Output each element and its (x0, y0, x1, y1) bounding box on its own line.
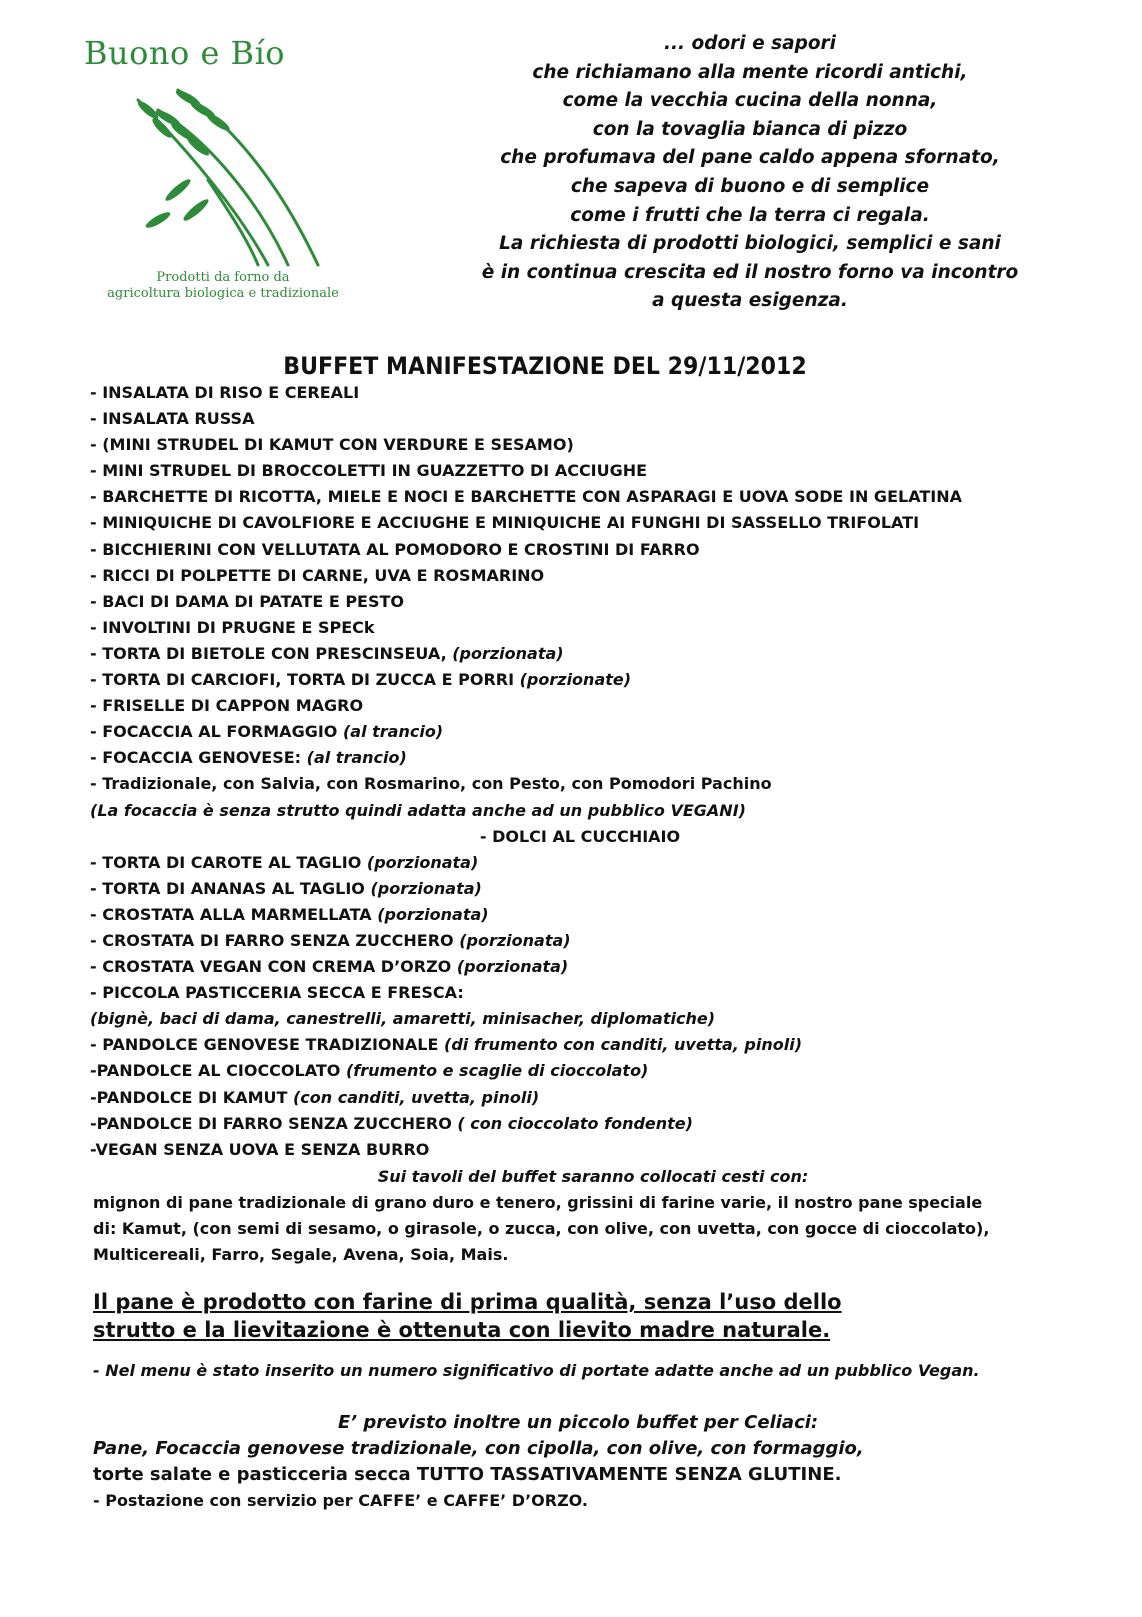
menu-item (90, 432, 1070, 458)
celiac-heading: E’ previsto inoltre un piccolo buffet per Celiaci: (338, 1412, 819, 1433)
menu-item (90, 876, 1070, 902)
menu-item-name: - RICCI DI POLPETTE DI CARNE, UVA E ROSMARINO (90, 565, 545, 585)
menu-item-name: - Tradizionale, con Salvia, con Rosmarino, con Pesto, con Pomodori Pachino (90, 774, 772, 794)
celiac-section (93, 1410, 1093, 1488)
menu-item (90, 745, 1070, 771)
menu-item-note: (al trancio) (342, 722, 444, 742)
menu-item-name: - INSALATA DI RISO E CEREALI (90, 383, 360, 402)
intro-line: con la tovaglia bianca di pizzo (592, 118, 908, 140)
vegan-note: - Nel menu è stato inserito un numero significativo di portate adatte anche ad un pubblico Vegan. (93, 1361, 980, 1380)
intro-line: è in continua crescita ed il nostro forno va incontro (481, 261, 1019, 283)
menu-item-note: (porzionate) (519, 670, 632, 690)
menu-item-note: ( con cioccolato fondente) (457, 1113, 693, 1133)
quality-statement: Il pane è prodotto con farine di prima qualità, senza l’uso dello strutto e la lievitazione è ottenuta con lievito madre naturale. (93, 1290, 842, 1342)
menu-item-note: (porzionata) (366, 852, 479, 872)
menu-item-name: - CROSTATA ALLA MARMELLATA (90, 904, 378, 924)
menu-item (90, 615, 1070, 641)
menu-item-name: - CROSTATA VEGAN CON CREMA D’ORZO (90, 957, 457, 977)
menu-item (90, 1137, 1070, 1163)
menu-item-note: (La focaccia è senza strutto quindi adatta anche ad un pubblico VEGANI) (90, 800, 746, 820)
menu-item-note: (al trancio) (306, 748, 407, 768)
menu-item (90, 954, 1070, 980)
bread-line: Multicereali, Farro, Segale, Avena, Soia, Mais. (93, 1245, 509, 1264)
menu-item (90, 798, 1070, 824)
intro-line: ... odori e sapori (664, 33, 836, 54)
menu-item-name: - INVOLTINI DI PRUGNE E SPECk (90, 617, 375, 637)
menu-item-note: (bignè, baci di dama, canestrelli, amaretti, minisacher, diplomatiche) (90, 1009, 716, 1029)
menu-item-name: - INSALATA RUSSA (90, 409, 255, 429)
menu-item (90, 458, 1070, 484)
menu-item (90, 484, 1070, 510)
menu-item-note: (porzionata) (459, 930, 571, 950)
menu-item-name: - MINIQUICHE DI CAVOLFIORE E ACCIUGHE E MINIQUICHE AI FUNGHI DI SASSELLO TRIFOLATI (90, 513, 920, 533)
bread-section (93, 1164, 1093, 1268)
menu-item (90, 641, 1070, 667)
menu-item-name: - BARCHETTE DI RICOTTA, MIELE E NOCI E BARCHETTE CON ASPARAGI E UOVA SODE IN GELATINA (90, 487, 962, 507)
intro-line: come la vecchia cucina della nonna, (562, 90, 938, 112)
intro-line: La richiesta di prodotti biologici, semplici e sani (499, 233, 1001, 255)
menu-item (90, 1032, 1070, 1058)
menu-item (90, 850, 1070, 876)
menu-item-note: (con canditi, uvetta, pinoli) (292, 1087, 540, 1107)
menu-item (90, 719, 1070, 745)
menu-item-name: - TORTA DI CARCIOFI, TORTA DI ZUCCA E PORRI (90, 670, 520, 690)
menu-item (90, 928, 1070, 954)
celiac-line: torte salate e pasticceria secca TUTTO TASSATIVAMENTE SENZA GLUTINE. (93, 1464, 842, 1485)
menu-item-note: (porzionata) (452, 643, 564, 663)
menu-item-name: -PANDOLCE DI FARRO SENZA ZUCCHERO (90, 1113, 458, 1133)
menu-item (90, 1085, 1070, 1111)
menu-item (90, 1058, 1070, 1084)
menu-item-name: -VEGAN SENZA UOVA E SENZA BURRO (90, 1139, 430, 1159)
menu-item (90, 902, 1070, 928)
menu-item (90, 693, 1070, 719)
intro-line: a questa esigenza. (652, 290, 848, 312)
logo-subtitle: Prodotti da forno da agricoltura biologica e tradizionale (107, 270, 339, 301)
bread-line: mignon di pane tradizionale di grano duro e tenero, grissini di farine varie, il nostro pane speciale (93, 1193, 983, 1212)
menu-item-name: - BACI DI DAMA DI PATATE E PESTO (90, 591, 405, 611)
menu-item-name: - TORTA DI BIETOLE CON PRESCINSEUA, (90, 643, 453, 663)
bread-line: di: Kamut, (con semi di sesamo, o girasole, o zucca, con olive, con uvetta, con gocce di cioccolato), (93, 1219, 990, 1238)
menu-item-name: - CROSTATA DI FARRO SENZA ZUCCHERO (90, 930, 460, 950)
menu-item-name: - (MINI STRUDEL DI KAMUT CON VERDURE E SESAMO) (90, 435, 574, 455)
coffee-note: - Postazione con servizio per CAFFE’ e CAFFE’ D’ORZO. (93, 1491, 588, 1510)
menu-item (90, 1111, 1070, 1137)
menu-item (90, 980, 1070, 1006)
page-title: BUFFET MANIFESTAZIONE DEL 29/11/2012 (283, 352, 807, 380)
menu-item (90, 589, 1070, 615)
menu-item-note: (porzionata) (370, 878, 482, 898)
menu-item-name: - FRISELLE DI CAPPON MAGRO (90, 696, 364, 716)
intro-line: che richiamano alla mente ricordi antichi, (532, 61, 968, 83)
intro-line: che profumava del pane caldo appena sfornato, (500, 147, 1000, 169)
menu-item-note: (di frumento con canditi, uvetta, pinoli) (444, 1035, 803, 1055)
menu-item (90, 406, 1070, 432)
menu-item-name: - MINI STRUDEL DI BROCCOLETTI IN GUAZZETTO DI ACCIUGHE (90, 461, 648, 481)
menu-item (90, 771, 1070, 797)
menu-item-name: - PICCOLA PASTICCERIA SECCA E FRESCA: (90, 983, 464, 1003)
intro-text (440, 30, 1060, 316)
logo-title: Buono e Bío (84, 34, 286, 72)
logo (78, 34, 368, 314)
intro-line: che sapeva di buono e di semplice (570, 175, 930, 197)
menu-item (90, 1006, 1070, 1032)
menu-item-name: - PANDOLCE GENOVESE TRADIZIONALE (90, 1035, 444, 1055)
menu-item (90, 563, 1070, 589)
menu-item-name: - BICCHIERINI CON VELLUTATA AL POMODORO E CROSTINI DI FARRO (90, 539, 700, 559)
menu-item (90, 380, 1070, 406)
menu-item-name: - DOLCI AL CUCCHIAIO (479, 826, 681, 846)
menu-item-name: - TORTA DI ANANAS AL TAGLIO (90, 878, 371, 898)
menu-item-name: - FOCACCIA AL FORMAGGIO (90, 722, 343, 742)
wheat-icon (118, 70, 358, 270)
menu-item (90, 667, 1070, 693)
menu-item (90, 824, 1070, 850)
menu-item-name: - FOCACCIA GENOVESE: (90, 748, 307, 768)
menu-item-name: - TORTA DI CAROTE AL TAGLIO (90, 852, 367, 872)
menu-item (90, 510, 1070, 536)
menu-item-note: (porzionata) (456, 957, 569, 977)
menu-item-note: (frumento e scaglie di cioccolato) (345, 1061, 649, 1081)
bread-heading: Sui tavoli del buffet saranno collocati cesti con: (377, 1167, 809, 1186)
menu-item-name: -PANDOLCE AL CIOCCOLATO (90, 1061, 346, 1081)
menu-list (90, 380, 1070, 1163)
menu-item-note: (porzionata) (377, 904, 489, 924)
menu-item-name: -PANDOLCE DI KAMUT (90, 1087, 293, 1107)
celiac-line: Pane, Focaccia genovese tradizionale, con cipolla, con olive, con formaggio, (93, 1438, 864, 1459)
intro-line: come i frutti che la terra ci regala. (570, 204, 930, 226)
menu-item (90, 537, 1070, 563)
